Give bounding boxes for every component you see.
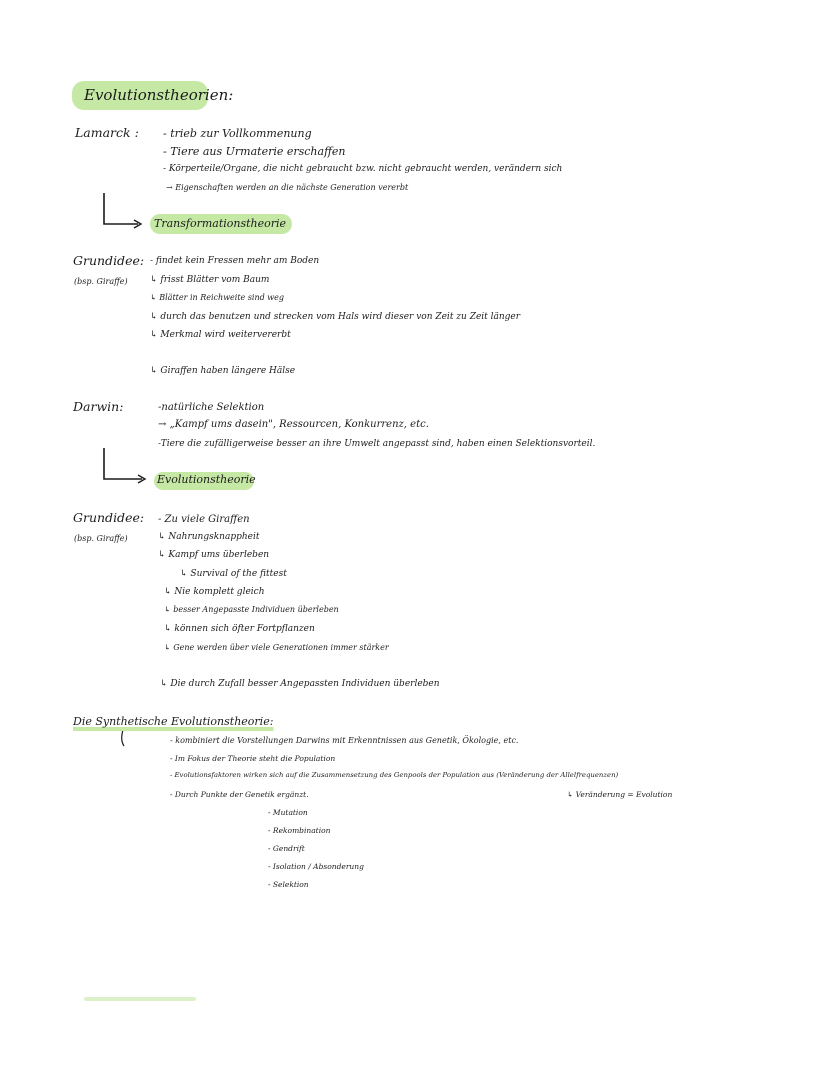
lamarck-point: → Eigenschaften werden an die nächste Generation vererbt bbox=[166, 183, 409, 192]
synthetic-point: - Im Fokus der Theorie steht die Population bbox=[170, 754, 336, 763]
lamarck-grundidee-point: ↳ durch das benutzen und strecken vom Hals wird dieser von Zeit zu Zeit länger bbox=[150, 312, 521, 322]
synthetic-factor: - Rekombination bbox=[268, 826, 331, 835]
darwin-grundidee-point: ↳ Survival of the fittest bbox=[180, 569, 287, 579]
darwin-heading: Darwin: bbox=[73, 399, 124, 414]
darwin-arrow-icon bbox=[104, 448, 142, 479]
darwin-grundidee-point: ↳ Kampf ums überleben bbox=[158, 550, 270, 560]
synthetic-heading: Die Synthetische Evolutionstheorie: bbox=[73, 715, 274, 728]
synthetic-factor: - Gendrift bbox=[268, 844, 305, 853]
synthetic-point: - Evolutionsfaktoren wirken sich auf die Zusammensetzung des Genpools der Population aus (Veränderung der Allelfrequenzen) bbox=[170, 771, 619, 779]
lamarck-grundidee-sub: (bsp. Giraffe) bbox=[74, 277, 128, 286]
synthetic-hook-icon bbox=[122, 730, 124, 746]
darwin-point: → „Kampf ums dasein", Ressourcen, Konkurrenz, etc. bbox=[158, 419, 429, 430]
lamarck-heading: Lamarck : bbox=[75, 125, 139, 140]
darwin-grundidee-point: ↳ besser Angepasste Individuen überleben bbox=[164, 605, 339, 614]
lamarck-grundidee-conclusion: ↳ Giraffen haben längere Hälse bbox=[150, 366, 296, 376]
synthetic-note: ↳ Veränderung = Evolution bbox=[567, 790, 673, 799]
darwin-grundidee-point: ↳ Nahrungsknappheit bbox=[158, 532, 260, 542]
lamarck-grundidee-point: ↳ Blätter in Reichweite sind weg bbox=[150, 293, 285, 302]
synthetic-point: - kombiniert die Vorstellungen Darwins mit Erkenntnissen aus Genetik, Ökologie, etc. bbox=[170, 736, 519, 745]
darwin-grundidee-point: ↳ Gene werden über viele Generationen immer stärker bbox=[164, 643, 389, 652]
darwin-grundidee-point: ↳ Nie komplett gleich bbox=[164, 587, 265, 597]
darwin-grundidee-sub: (bsp. Giraffe) bbox=[74, 534, 128, 543]
lamarck-point: - trieb zur Vollkommenung bbox=[163, 127, 312, 140]
darwin-grundidee-point: - Zu viele Giraffen bbox=[158, 514, 250, 525]
synthetic-factor: - Selektion bbox=[268, 880, 309, 889]
lamarck-point: - Körperteile/Organe, die nicht gebraucht bzw. nicht gebraucht werden, verändern sich bbox=[163, 164, 563, 174]
darwin-point: -Tiere die zufälligerweise besser an ihre Umwelt angepasst sind, haben einen Selektionsvorteil. bbox=[158, 439, 596, 449]
darwin-grundidee-conclusion: ↳ Die durch Zufall besser Angepassten Individuen überleben bbox=[160, 679, 440, 689]
lamarck-result: Transformationstheorie bbox=[154, 217, 287, 230]
darwin-result: Evolutionstheorie bbox=[157, 473, 256, 486]
lamarck-grundidee-point: ↳ Merkmal wird weitervererbt bbox=[150, 330, 291, 340]
lamarck-arrow-icon bbox=[104, 193, 138, 224]
darwin-grundidee-heading: Grundidee: bbox=[73, 510, 145, 525]
synthetic-point: - Durch Punkte der Genetik ergänzt. bbox=[170, 790, 309, 799]
lamarck-grundidee-point: ↳ frisst Blätter vom Baum bbox=[150, 275, 270, 285]
lamarck-grundidee-point: - findet kein Fressen mehr am Boden bbox=[150, 256, 320, 266]
lamarck-grundidee-heading: Grundidee: bbox=[73, 253, 145, 268]
page-title: Evolutionstheorien: bbox=[84, 86, 234, 104]
synthetic-factor: - Mutation bbox=[268, 808, 308, 817]
synthetic-factor: - Isolation / Absonderung bbox=[268, 862, 364, 871]
lamarck-point: - Tiere aus Urmaterie erschaffen bbox=[163, 145, 346, 158]
darwin-point: -natürliche Selektion bbox=[158, 402, 265, 413]
darwin-grundidee-point: ↳ können sich öfter Fortpflanzen bbox=[164, 624, 315, 634]
